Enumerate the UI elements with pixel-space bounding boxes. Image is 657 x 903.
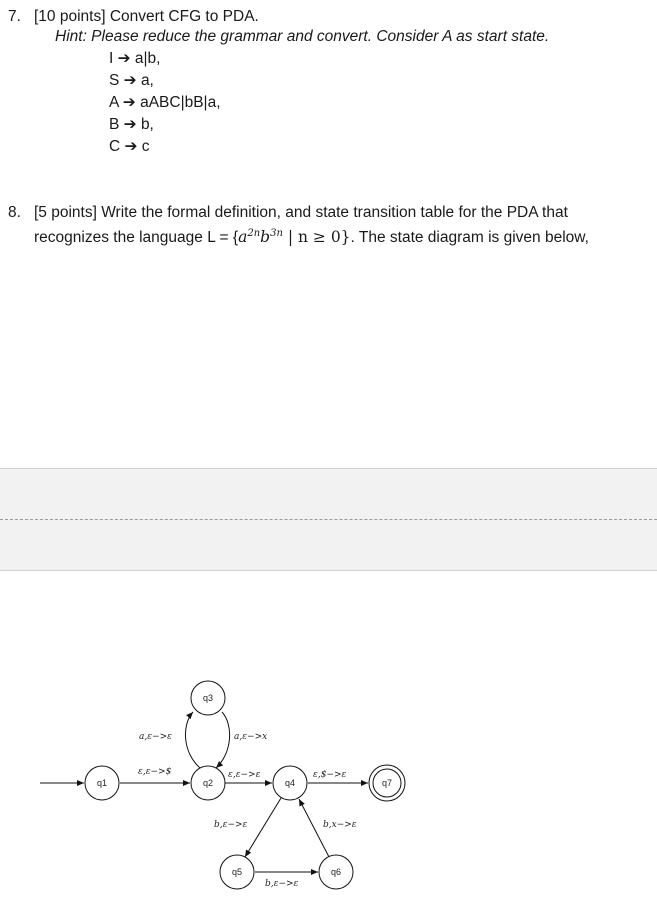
language-prefix: recognizes the language L = { (34, 229, 239, 246)
grammar-rule: C ➔ c (109, 138, 150, 155)
state-q6 (319, 855, 353, 889)
question-number: 7. (8, 8, 21, 25)
language-exponent-b: 3n (270, 227, 283, 239)
state-q3 (191, 681, 225, 715)
transition-label-q1-q2: ε,ε−>$ (138, 767, 172, 777)
page-break-band-bottom (0, 520, 657, 571)
grammar-rule: B ➔ b, (109, 116, 154, 133)
transition-label-q5-q6: b,ε−>ε (265, 879, 299, 889)
state-label: q3 (202, 693, 214, 703)
edge-q2-q3 (185, 712, 200, 768)
pda-state-diagram (0, 660, 657, 903)
question-text-line: [5 points] Write the formal definition, and state transition table for the PDA that (34, 204, 568, 221)
language-suffix: . The state diagram is given below, (350, 229, 589, 246)
state-q1 (85, 766, 119, 800)
language-symbol-a: a (238, 228, 248, 246)
language-symbol-b: b (260, 228, 271, 246)
state-q2 (191, 766, 225, 800)
question-text-line (34, 226, 589, 249)
transition-label-q6-q4: b,x−>ε (323, 820, 357, 830)
hint-text: Hint: Please reduce the grammar and convert. Consider A as start state. (55, 28, 550, 45)
state-q7-accept (369, 765, 405, 801)
grammar-rule: I ➔ a|b, (109, 50, 161, 67)
state-label: q6 (330, 867, 342, 877)
question-title: [10 points] Convert CFG to PDA. (34, 8, 259, 25)
edge-q3-q2 (216, 712, 230, 768)
grammar-rules (109, 48, 221, 158)
transition-label-q3-q2: a,ε−>x (234, 732, 268, 742)
state-label: q1 (96, 778, 108, 788)
transition-label-q2-q4: ε,ε−>ε (228, 770, 261, 780)
state-q5 (220, 855, 254, 889)
transition-label-q2-q3: a,ε−>ε (139, 732, 172, 742)
transition-label-q4-q5: b,ε−>ε (214, 820, 248, 830)
state-label: q2 (202, 778, 214, 788)
state-label: q5 (231, 867, 243, 877)
page-break-dashed-line (0, 519, 657, 520)
grammar-rule: S ➔ a, (109, 72, 154, 89)
state-label: q4 (284, 778, 296, 788)
edge-q4-q5 (245, 798, 281, 857)
language-condition: | n ≥ 0} (282, 228, 351, 246)
state-label: q7 (381, 778, 393, 788)
question-number: 8. (8, 204, 21, 221)
page-break-band-top (0, 468, 657, 521)
transition-label-q4-q7: ε,$−>ε (313, 770, 347, 780)
state-q4 (273, 766, 307, 800)
language-exponent-a: 2n (247, 227, 261, 239)
grammar-rule: A ➔ aABC|bB|a, (109, 94, 221, 111)
